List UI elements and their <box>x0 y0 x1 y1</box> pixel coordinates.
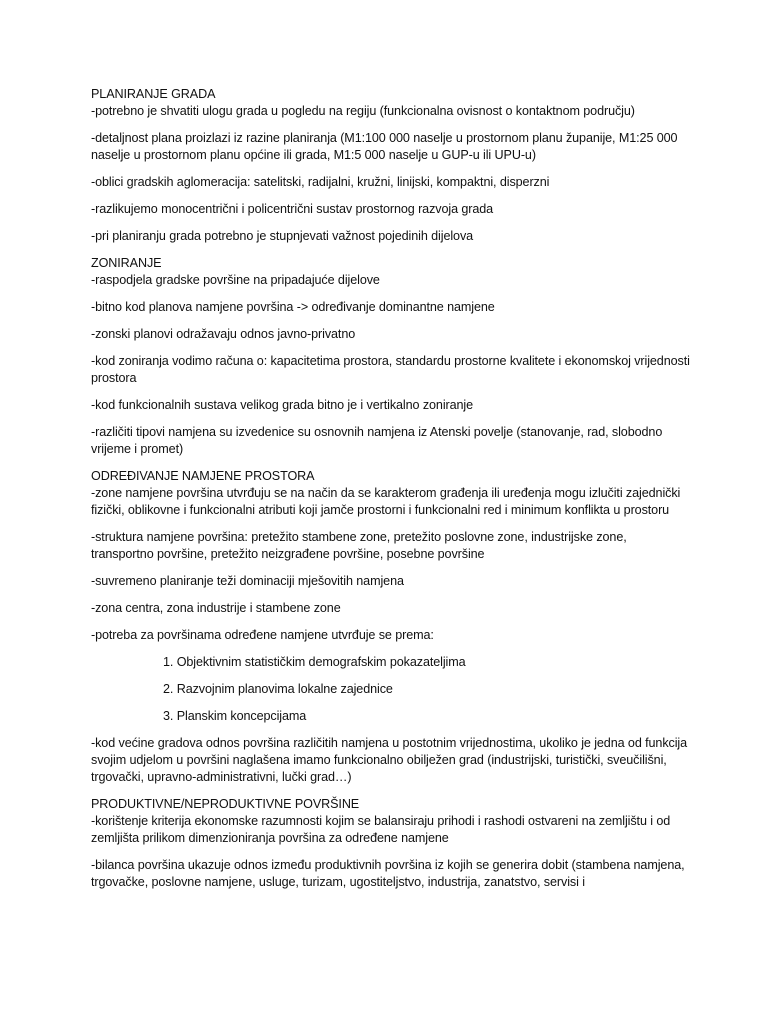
list-number: 3. <box>163 709 177 723</box>
paragraph: -kod većine gradova odnos površina različitih namjena u postotnim vrijednostima, ukoliko je jedna od funkcija svojim udjelom u površini naglašena imamo funkcionalno obilježen grad (industrijski, turistički, sveučilišni, trgovački, upravno-administrativni, lučki grad…) <box>91 736 688 784</box>
paragraph: -pri planiranju grada potrebno je stupnjevati važnost pojedinih dijelova <box>91 229 474 243</box>
section-heading: PRODUKTIVNE/NEPRODUKTIVNE POVRŠINE <box>91 797 360 811</box>
paragraph: -detaljnost plana proizlazi iz razine planiranja (M1:100 000 naselje u prostornom planu županije, M1:25 000 naselje u prostornom planu općine ili grada, M1:5 000 naselje u GUP-u ili UPU-u) <box>91 131 678 162</box>
list-number: 1. <box>163 655 177 669</box>
paragraph: -struktura namjene površina: pretežito stambene zone, pretežito poslovne zone, industrijske zone, transportno površine, pretežito neizgrađene površine, posebne površine <box>91 530 627 561</box>
paragraph: -suvremeno planiranje teži dominaciji mješovitih namjena <box>91 574 404 588</box>
paragraph: -bilanca površina ukazuje odnos između produktivnih površina iz kojih se generira dobit (stambena namjena, trgovačke, poslovne namjene, usluge, turizam, ugostiteljstvo, industrija, zanatstvo, servisi i <box>91 858 685 889</box>
section-heading: PLANIRANJE GRADA <box>91 87 216 101</box>
paragraph: -raspodjela gradske površine na pripadajuće dijelove <box>91 273 380 287</box>
list-item <box>91 681 691 698</box>
section-planiranje-grada <box>91 86 691 120</box>
paragraph: -oblici gradskih aglomeracija: satelitski, radijalni, kružni, linijski, kompaktni, disperzni <box>91 175 550 189</box>
paragraph: -različiti tipovi namjena su izvedenice su osnovnih namjena iz Atenski povelje (stanovanje, rad, slobodno vrijeme i promet) <box>91 425 663 456</box>
paragraph: -potrebno je shvatiti ulogu grada u pogledu na regiju (funkcionalna ovisnost o kontaktnom području) <box>91 104 635 118</box>
paragraph: -potreba za površinama određene namjene utvrđuje se prema: <box>91 628 434 642</box>
paragraph: -zona centra, zona industrije i stambene zone <box>91 601 341 615</box>
document-page <box>91 86 691 901</box>
section-odredivanje-namjene <box>91 468 691 519</box>
section-zoniranje <box>91 255 691 289</box>
section-heading: ODREĐIVANJE NAMJENE PROSTORA <box>91 469 315 483</box>
list-text: Razvojnim planovima lokalne zajednice <box>176 682 393 696</box>
list-item <box>91 654 691 671</box>
list-text: Planskim koncepcijama <box>176 709 307 723</box>
section-heading: ZONIRANJE <box>91 256 162 270</box>
paragraph: -zonski planovi odražavaju odnos javno-privatno <box>91 327 356 341</box>
paragraph: -zone namjene površina utvrđuju se na način da se karakterom građenja ili uređenja mogu izlučiti zajednički fizički, oblikovne i funkcionalni atributi koji jamče prostorni i funkcionalni red i minimum konflikta u prostoru <box>91 486 681 517</box>
paragraph: -korištenje kriterija ekonomske razumnosti kojim se balansiraju prihodi i rashodi ostvareni na zemljištu i od zemljišta prilikom dimenzioniranja površina za određene namjene <box>91 814 671 845</box>
list-item <box>91 708 691 725</box>
list-text: Objektivnim statističkim demografskim pokazateljima <box>176 655 466 669</box>
paragraph: -razlikujemo monocentrični i policentrični sustav prostornog razvoja grada <box>91 202 494 216</box>
list-number: 2. <box>163 682 177 696</box>
paragraph: -kod funkcionalnih sustava velikog grada bitno je i vertikalno zoniranje <box>91 398 474 412</box>
paragraph: -kod zoniranja vodimo računa o: kapacitetima prostora, standardu prostorne kvalitete i ekonomskoj vrijednosti prostora <box>91 354 690 385</box>
section-produktivne-povrsine <box>91 796 691 847</box>
paragraph: -bitno kod planova namjene površina -> određivanje dominantne namjene <box>91 300 495 314</box>
